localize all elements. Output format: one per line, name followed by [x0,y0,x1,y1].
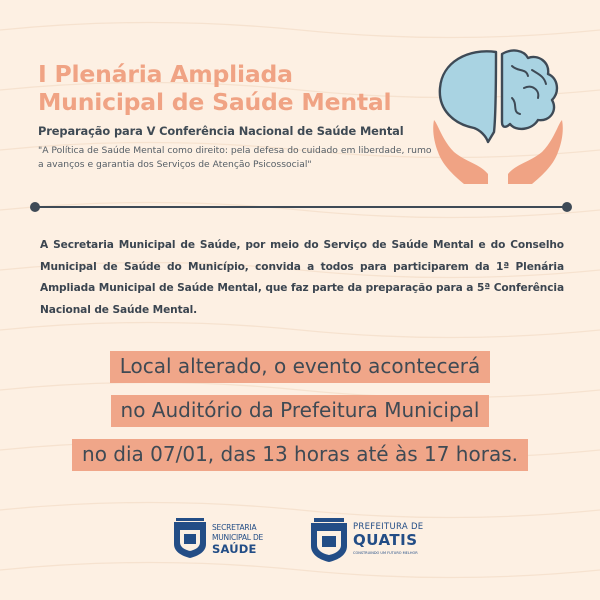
title-line-2: Municipal de Saúde Mental [38,88,392,116]
highlight-text-1: Local alterado, o evento acontecerá [110,351,491,383]
secretaria-big: SAÚDE [212,541,257,556]
hands-icon [433,120,563,184]
secretaria-line-1: SECRETARIA [212,522,257,532]
secretaria-line-2: MUNICIPAL DE [212,532,264,542]
theme-quote: "A Política de Saúde Mental como direito: pela defesa do cuidado em liberdade, rumo a avanços e garantia dos Serviços de Atenção Psicossocial" [38,145,432,170]
highlight-text-3: no dia 07/01, das 13 horas até às 17 horas. [72,439,528,471]
page-title [38,60,391,116]
title-line-1: I Plenária Ampliada [38,60,293,88]
secretaria-crest-icon [172,518,208,558]
prefeitura-big: QUATIS [353,531,418,549]
invitation-paragraph: A Secretaria Municipal de Saúde, por meio do Serviço de Saúde Mental e do Conselho Municipal de Saúde do Município, convida a todos para participarem da 1ª Plenária Ampliada Municipal de Saúde Mental, que faz parte da preparação para a 5ª Conferência Nacional de Saúde Mental. [40,239,564,317]
section-divider [30,200,572,214]
highlight-line-2 [0,395,600,427]
page-subtitle: Preparação para V Conferência Nacional de Saúde Mental [38,124,404,138]
secretaria-saude-logo [172,518,263,558]
highlight-line-1 [0,351,600,383]
prefeitura-tagline: CONSTRUINDO UM FUTURO MELHOR [353,551,418,555]
highlight-text-2: no Auditório da Prefeitura Municipal [111,395,490,427]
highlight-line-3 [0,439,600,471]
brain-hands-illustration [428,44,568,184]
prefeitura-crest-icon [309,518,349,562]
prefeitura-quatis-logo [309,518,423,562]
prefeitura-small: PREFEITURA DE [353,522,424,532]
